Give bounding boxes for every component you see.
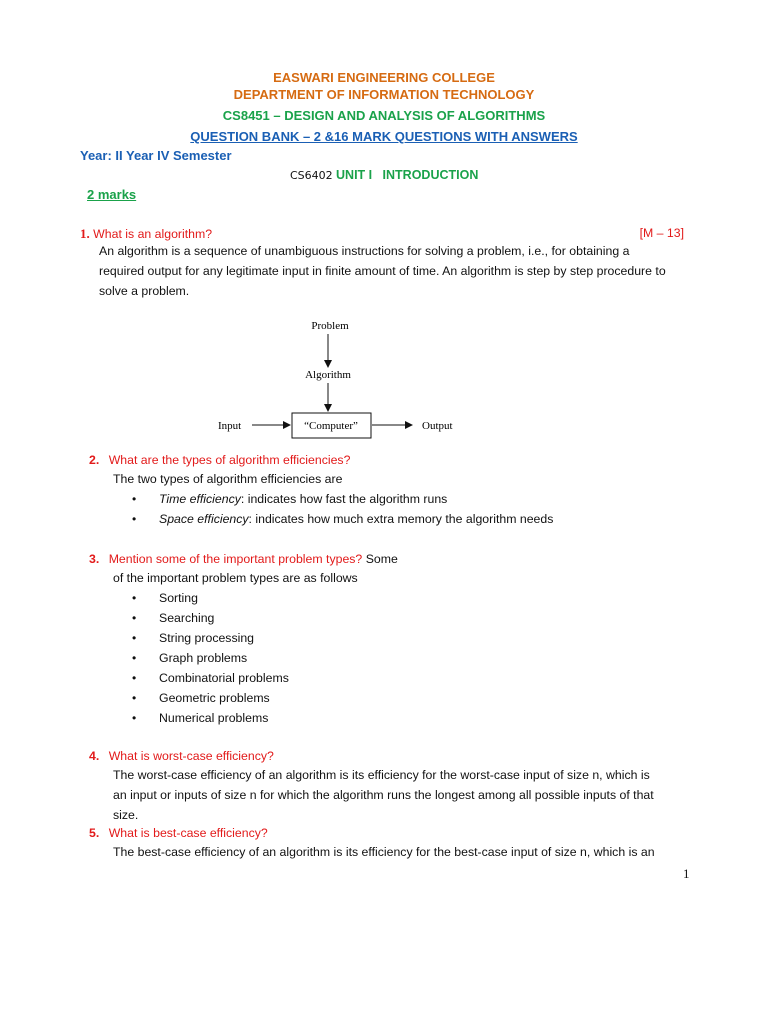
question-1 [80,226,684,242]
unit-line [290,168,478,182]
diagram-algorithm-label: Algorithm [305,369,351,381]
list-item [132,489,553,509]
list-item-desc: : indicates how much extra memory the algorithm needs [248,512,554,526]
answer-5 [113,842,713,862]
question-1-text: What is an algorithm? [93,227,213,241]
answer-2-intro: The two types of algorithm efficiencies are [113,472,343,486]
answer-3-list [132,588,289,728]
question-5-text: What is best-case efficiency? [108,826,268,840]
answer-1-line: required output for any legitimate input in finite amount of time. An algorithm is step by step procedure to [99,264,666,278]
list-item [132,509,553,529]
year-label: Year: II Year IV Semester [80,148,232,163]
college-name: EASWARI ENGINEERING COLLEGE [273,70,495,85]
question-1-marks: [M – 13] [639,226,684,240]
department-name: DEPARTMENT OF INFORMATION TECHNOLOGY [233,87,535,102]
answer-5-line: The best-case efficiency of an algorithm is its efficiency for the best-case input of size n, which is an [113,845,655,859]
answer-1-line: An algorithm is a sequence of unambiguous instructions for solving a problem, i.e., for obtaining a [99,244,630,258]
section-heading: 2 marks [87,187,137,202]
answer-4-line: The worst-case efficiency of an algorithm is its efficiency for the worst-case input of size n, which is [113,768,650,782]
answer-2-list [132,489,553,529]
question-3-number: 3. [89,552,100,566]
question-5-number: 5. [89,826,100,840]
list-item: • Numerical problems [132,708,289,728]
list-item-desc: : indicates how fast the algorithm runs [240,492,448,506]
list-item: • Graph problems [132,648,289,668]
question-3-text: Mention some of the important problem types? [108,552,363,566]
answer-4-line: size. [113,808,139,822]
question-2-text: What are the types of algorithm efficiencies? [108,453,351,467]
list-item: • Geometric problems [132,688,289,708]
question-bank-title: QUESTION BANK – 2 &16 MARK QUESTIONS WITH ANSWERS [190,129,578,144]
diagram-input-label: Input [218,420,242,432]
answer-1 [99,241,699,301]
algorithm-diagram [200,310,480,445]
answer-1-line: solve a problem. [99,284,190,298]
list-item: • Searching [132,608,289,628]
answer-3-intro: of the important problem types are as follows [113,571,358,585]
unit-code: CS6402 [290,169,333,182]
question-3 [89,552,398,566]
answer-4-line: an input or inputs of size n for which the algorithm runs the longest among all possible inputs of that [113,788,654,802]
list-item-term: Time efficiency [159,492,241,506]
answer-4 [113,765,713,825]
list-item-term: Space efficiency [159,512,249,526]
diagram-problem-label: Problem [311,320,349,332]
list-item: • String processing [132,628,289,648]
question-4-number: 4. [89,749,100,763]
diagram-output-label: Output [422,420,453,432]
question-2-number: 2. [89,453,100,467]
question-5 [89,826,268,840]
question-2 [89,453,350,467]
list-item: • Sorting [132,588,289,608]
page-number: 1 [683,866,690,881]
question-3-tail: Some [362,552,398,566]
course-title: CS8451 – DESIGN AND ANALYSIS OF ALGORITHMS [222,108,546,123]
diagram-computer-label: “Computer” [304,420,358,432]
unit-title: UNIT I INTRODUCTION [336,168,479,182]
list-item: • Combinatorial problems [132,668,289,688]
question-4-text: What is worst-case efficiency? [108,749,274,763]
question-1-number: 1. [80,226,90,241]
question-4 [89,749,274,763]
